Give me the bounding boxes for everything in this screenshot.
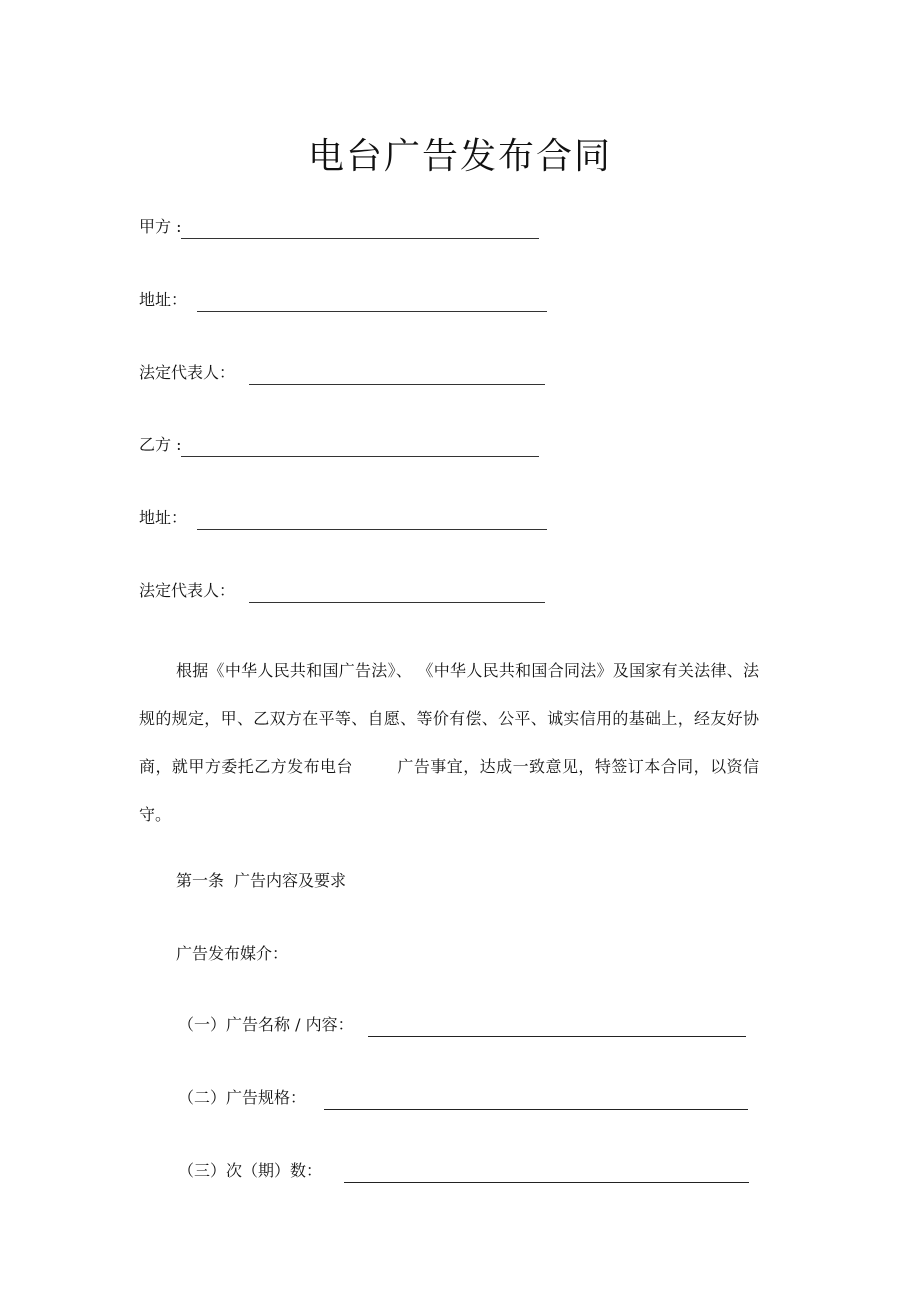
ad-name-field [178, 1013, 746, 1037]
party-b-name-blank[interactable] [181, 436, 539, 457]
article-1-title: 广告内容及要求 [234, 871, 347, 890]
party-a-rep-blank[interactable] [249, 364, 545, 385]
party-b-address-label: 地址： [139, 508, 188, 527]
preamble-text-2: 广告事宜，达成一致意见，特签订本合同，以资信守。 [139, 757, 759, 824]
party-a-name-label: 甲方 : [139, 217, 182, 236]
party-a-address-blank[interactable] [197, 291, 547, 312]
party-a-rep-label: 法定代表人： [139, 363, 236, 382]
party-b-address-field [139, 506, 547, 530]
party-a-name-blank[interactable] [181, 218, 539, 239]
ad-count-blank[interactable] [344, 1162, 749, 1183]
ad-name-label: （一）广告名称 / 内容： [178, 1015, 354, 1034]
party-b-name-label: 乙方 : [139, 435, 182, 454]
party-a-name-field [139, 215, 539, 239]
document-title: 电台广告发布合同 [307, 136, 612, 177]
ad-count-field [178, 1159, 749, 1183]
ad-spec-field [178, 1086, 748, 1110]
ad-name-blank[interactable] [368, 1016, 746, 1037]
preamble-paragraph [139, 647, 759, 839]
ad-spec-label: （二）广告规格： [178, 1088, 307, 1107]
preamble-text-1: 根据《中华人民共和国广告法》、 《中华人民共和国合同法》及国家有关法律、法规的规定，甲、乙双方在平等、自愿、等价有偿、公平、诚实信用的基础上，经友好协商，就甲方委托乙方发布电台 [139, 661, 759, 776]
party-a-rep-field [139, 361, 545, 385]
party-b-address-blank[interactable] [197, 509, 547, 530]
party-b-rep-label: 法定代表人： [139, 581, 236, 600]
party-b-rep-blank[interactable] [249, 582, 545, 603]
article-1-heading [176, 869, 346, 893]
article-1-number: 第一条 [176, 871, 225, 890]
party-a-address-label: 地址： [139, 290, 188, 309]
party-b-name-field [139, 433, 539, 457]
media-label: 广告发布媒介： [176, 944, 289, 963]
ad-spec-blank[interactable] [324, 1089, 748, 1110]
party-b-rep-field [139, 579, 545, 603]
party-a-address-field [139, 288, 547, 312]
ad-count-label: （三）次（期）数： [178, 1161, 323, 1180]
